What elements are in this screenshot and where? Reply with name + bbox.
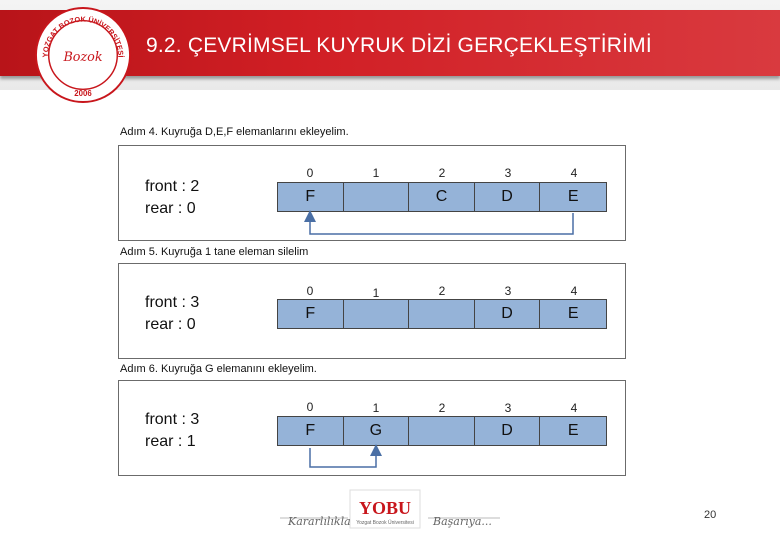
rear-value: rear : 1 bbox=[145, 433, 196, 450]
index-label: 3 bbox=[504, 166, 512, 180]
index-label: 4 bbox=[570, 284, 578, 298]
queue-cell: E bbox=[540, 300, 606, 328]
queue-array bbox=[277, 299, 607, 329]
front-value: front : 3 bbox=[145, 411, 200, 428]
queue-cell: C bbox=[409, 183, 475, 211]
page-number: 20 bbox=[704, 509, 717, 521]
queue-cell: D bbox=[475, 300, 541, 328]
header-bar bbox=[0, 0, 780, 99]
queue-cell: F bbox=[278, 300, 344, 328]
svg-text:YOZGAT BOZOK ÜNİVERSİTESİ: YOZGAT BOZOK ÜNİVERSİTESİ bbox=[40, 14, 126, 58]
step-4-caption: Adım 4. Kuyruğa D,E,F elemanlarını ekleyelim. bbox=[120, 126, 349, 138]
page-title: 9.2. ÇEVRİMSEL KUYRUK DİZİ GERÇEKLEŞTİRİMİ bbox=[146, 34, 652, 57]
svg-text:2006: 2006 bbox=[74, 89, 92, 99]
queue-cell: D bbox=[475, 183, 541, 211]
index-label: 3 bbox=[504, 401, 512, 415]
index-label: 2 bbox=[438, 166, 446, 180]
footer-left-text: Kararlılıkla bbox=[288, 515, 351, 528]
queue-cell: D bbox=[475, 417, 541, 445]
index-label: 4 bbox=[570, 401, 578, 415]
step-4-panel bbox=[118, 145, 626, 241]
svg-text:Bozok: Bozok bbox=[63, 49, 103, 65]
queue-cell: F bbox=[278, 417, 344, 445]
index-label: 0 bbox=[306, 284, 314, 298]
front-rear-arrow bbox=[119, 381, 625, 475]
queue-cell bbox=[344, 300, 410, 328]
queue-cell: E bbox=[540, 417, 606, 445]
queue-cell: E bbox=[540, 183, 606, 211]
index-label: 2 bbox=[438, 401, 446, 415]
footer-brand bbox=[270, 484, 510, 536]
index-label: 1 bbox=[372, 166, 380, 180]
step-5-panel bbox=[118, 263, 626, 359]
wrap-arrow bbox=[119, 146, 625, 240]
queue-cell: F bbox=[278, 183, 344, 211]
rear-value: rear : 0 bbox=[145, 200, 196, 217]
index-label: 1 bbox=[372, 401, 380, 415]
index-label: 2 bbox=[438, 284, 446, 298]
step-6-panel bbox=[118, 380, 626, 476]
step-6-caption: Adım 6. Kuyruğa G elemanını ekleyelim. bbox=[120, 363, 317, 375]
rear-value: rear : 0 bbox=[145, 316, 196, 333]
front-value: front : 3 bbox=[145, 294, 200, 311]
index-label: 0 bbox=[306, 400, 314, 414]
index-label: 3 bbox=[504, 284, 512, 298]
queue-cell bbox=[409, 300, 475, 328]
index-label: 1 bbox=[372, 286, 380, 300]
footer-right-text: Başarıya... bbox=[433, 515, 492, 528]
index-label: 4 bbox=[570, 166, 578, 180]
index-label: 0 bbox=[306, 166, 314, 180]
front-value: front : 2 bbox=[145, 178, 200, 195]
queue-cell: G bbox=[344, 417, 410, 445]
step-5-caption: Adım 5. Kuyruğa 1 tane eleman silelim bbox=[120, 246, 309, 258]
brand-subtitle: Yozgat Bozok Üniversitesi bbox=[356, 520, 414, 526]
brand-logo-text: YOBU bbox=[358, 498, 412, 518]
university-logo bbox=[34, 6, 132, 104]
